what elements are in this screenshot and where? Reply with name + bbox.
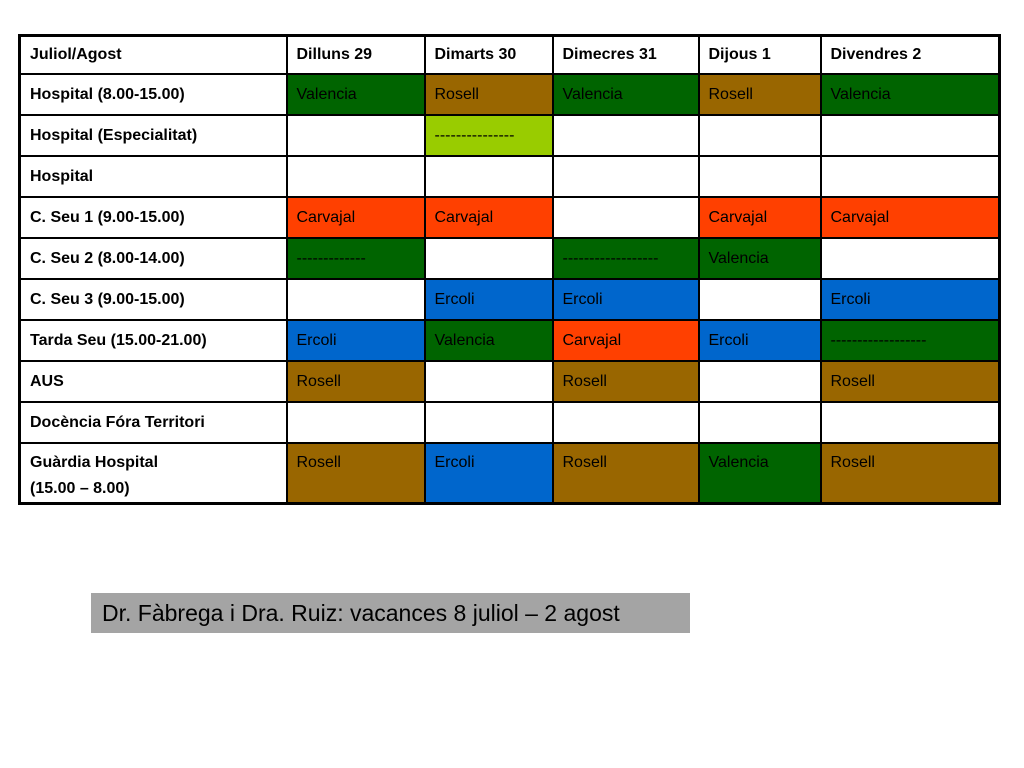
schedule-cell-text: Ercoli [830,290,871,308]
table-row [20,402,1000,443]
schedule-cell-text: --------------- [434,126,515,144]
schedule-cell-text: Rosell [562,454,607,471]
schedule-cell [699,74,821,115]
row-label-line: Hospital (Especialitat) [30,126,198,144]
schedule-cell [699,320,821,361]
header-cell-period: Juliol/Agost [20,36,287,75]
row-label-line: Hospital [30,167,94,185]
row-label-line: Hospital (8.00-15.00) [30,85,185,103]
schedule-cell [425,361,553,402]
row-label-line: Tarda Seu (15.00-21.00) [30,331,207,349]
schedule-cell-text: ------------- [296,249,366,267]
schedule-cell [553,156,699,197]
row-label [20,279,287,320]
row-label [20,443,287,504]
schedule-cell-text: Rosell [562,372,607,390]
schedule-cell-text: Rosell [830,372,875,390]
row-label [20,74,287,115]
schedule-cell [553,320,699,361]
schedule-cell-text: Valencia [708,249,769,267]
schedule-header [20,36,1000,75]
table-row [20,156,1000,197]
schedule-cell [553,361,699,402]
table-row [20,115,1000,156]
schedule-cell-text: Valencia [296,85,357,103]
header-cell-day: Dimecres 31 [553,36,699,75]
schedule-cell [553,402,699,443]
header-cell-day: Divendres 2 [821,36,1000,75]
schedule-cell [553,279,699,320]
schedule-cell [425,238,553,279]
schedule-cell-text: ------------------ [562,249,659,267]
schedule-cell [699,279,821,320]
schedule-cell [553,238,699,279]
schedule-cell [425,320,553,361]
schedule-cell [821,74,1000,115]
schedule-cell [821,402,1000,443]
schedule-cell [699,443,821,504]
schedule-cell-text: Carvajal [296,208,356,226]
schedule-cell-text: Valencia [562,85,623,103]
schedule-cell [821,197,1000,238]
schedule-cell-text: Rosell [708,85,753,103]
header-cell-day: Dimarts 30 [425,36,553,75]
schedule-cell [699,361,821,402]
schedule-cell-text: Ercoli [434,454,475,471]
schedule-cell [821,238,1000,279]
schedule-cell [699,197,821,238]
schedule-cell [425,115,553,156]
schedule-cell [821,443,1000,504]
table-row [20,361,1000,402]
row-label-line: C. Seu 2 (8.00-14.00) [30,249,185,267]
schedule-cell-text: Carvajal [562,331,622,349]
row-label-line: Docència Fóra Territori [30,413,205,431]
row-label [20,156,287,197]
schedule-cell [553,74,699,115]
schedule-cell-text: ------------------ [830,331,927,349]
row-label-line: Guàrdia Hospital [30,454,159,471]
table-row [20,320,1000,361]
schedule-cell [287,443,425,504]
schedule-cell [821,320,1000,361]
schedule-cell-text: Rosell [296,372,341,390]
schedule-cell [287,361,425,402]
schedule-cell [425,402,553,443]
row-label [20,402,287,443]
schedule-cell-text: Carvajal [830,208,890,226]
schedule-cell [699,115,821,156]
schedule-cell [287,402,425,443]
schedule-body [20,74,1000,504]
row-label-line: AUS [30,372,64,390]
schedule-cell [699,238,821,279]
schedule-cell [699,156,821,197]
row-label [20,238,287,279]
table-row [20,197,1000,238]
row-label-line: (15.00 – 8.00) [30,480,130,497]
schedule-cell [821,279,1000,320]
schedule-cell [287,279,425,320]
schedule-cell [425,74,553,115]
schedule-cell-text: Valencia [708,454,769,471]
row-label [20,361,287,402]
header-row [20,36,1000,75]
schedule-cell [287,115,425,156]
schedule-cell [821,115,1000,156]
schedule-cell [553,197,699,238]
schedule-cell [425,197,553,238]
schedule-cell-text: Valencia [830,85,891,103]
header-cell-day: Dilluns 29 [287,36,425,75]
schedule-cell [425,156,553,197]
table-row [20,279,1000,320]
schedule-cell-text: Valencia [434,331,495,349]
header-cell-day: Dijous 1 [699,36,821,75]
schedule-cell-text: Carvajal [434,208,494,226]
schedule-cell-text: Carvajal [708,208,768,226]
schedule-cell-text: Rosell [434,85,479,103]
vacation-note: Dr. Fàbrega i Dra. Ruiz: vacances 8 juliol – 2 agost [91,593,690,633]
table-row [20,238,1000,279]
schedule-cell [553,443,699,504]
schedule-cell [699,402,821,443]
schedule-cell-text: Rosell [296,454,341,471]
table-row [20,443,1000,504]
row-label-line: C. Seu 3 (9.00-15.00) [30,290,185,308]
row-label-line: C. Seu 1 (9.00-15.00) [30,208,185,226]
schedule-cell [287,197,425,238]
schedule-cell-text: Ercoli [708,331,749,349]
schedule-cell-text: Ercoli [562,290,603,308]
schedule-cell [425,279,553,320]
schedule-cell-text: Ercoli [296,331,337,349]
row-label [20,115,287,156]
schedule-table [18,34,1001,505]
schedule-cell [287,320,425,361]
schedule-cell [287,74,425,115]
schedule-cell [287,156,425,197]
schedule-cell [287,238,425,279]
schedule-cell [553,115,699,156]
schedule-cell-text: Rosell [830,454,875,471]
row-label [20,197,287,238]
schedule-cell [425,443,553,504]
schedule-cell [821,361,1000,402]
schedule-cell-text: Ercoli [434,290,475,308]
row-label [20,320,287,361]
table-row [20,74,1000,115]
schedule-cell [821,156,1000,197]
